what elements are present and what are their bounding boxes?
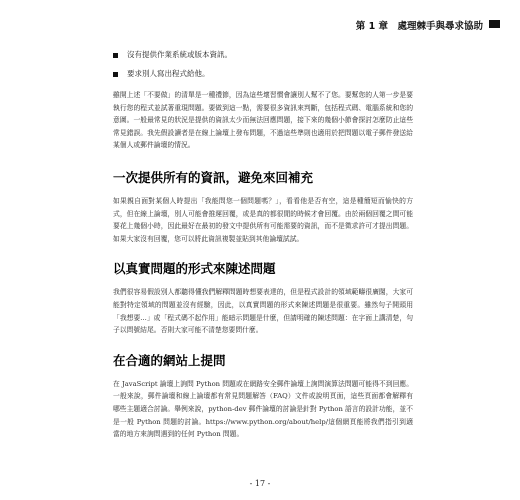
section-heading: 以真實問題的形式來陳述問題 [113,261,276,277]
bullet-text: 沒有提供作業系統或版本資訊。 [127,50,232,59]
section-heading: 在合適的網站上提問 [113,352,226,368]
bullet-text: 要求別人寫出程式給他。 [127,69,210,78]
chapter-title: 第 1 章 處理棘手與尋求協助 [355,21,483,32]
section-heading: 一次提供所有的資訊，避免來回補充 [113,169,314,185]
section-paragraph: 如果親自面對某個人時提出「我能問您一個問題嗎？」，看看他是否有空，這是種簡短而愉快的方式，但在線上論壇，別人可能會推遲回覆，或是真的都很閒的時候才會回覆。由於兩個回覆之間可能要花上幾個小時，因此最好在最初的發文中提供所有可能需要的資訊，而不是徵求許可才提出問題。如果大家沒有回覆，您可以將此資訊複製並貼到其他論壇試試。 [113,196,413,243]
bullet-square-icon [113,72,118,77]
bullet-list [113,48,413,81]
list-item [113,48,413,62]
page-number: - 17 - [249,479,271,488]
running-header [356,18,500,32]
section-paragraph: 在 JavaScript 論壇上詢問 Python 問題或在網路安全郵件論壇上詢問演算法問題可能得不到回應。一般來說，郵件論壇和線上論壇都有常見問題解答（FAQ）文件或說明頁面，這些頁面都會解釋有哪些主題適合討論。舉例來說，python-dev 郵件論壇的討論是針對 Python 語言的設計功能，並不是一般 Python 問題的討論。https://www.python.org/about/help/這個網頁能將我們指引到適當的地方來詢問遇到的任何 Python 問題。 [113,379,413,439]
intro-paragraph: 雖開上述「不要做」的清單是一種禮節，因為這些壞習慣會讓別人幫不了您。要幫您的人第一步是要執行您的程式並試著重現問題。要做到這一點，需要很多資訊來判斷，包括程式碼、電腦系統和您的意圖。一般最常見的狀況是提供的資訊太少而無法回應問題，接下來的幾個小節會探討怎麼防止這些常見錯誤。我先假設讀者是在線上論壇上發布問題，不過這些準則也適用於把問題以電子郵件發送給某個人或郵件論壇的情況。 [113,91,413,150]
section-paragraph: 我們很容易假設別人都聽得懂我們解釋問題時想要表達的，但是程式設計的領域範疇很廣闊，大家可能對特定領域的問題並沒有經驗，因此，以真實問題的形式來陳述問題是很重要。雖然句子開頭用「我想要...」或「程式碼不起作用」能暗示問題是什麼，但請明確的陳述問題：在字面上講清楚，句子以問號結尾。否則大家可能不清楚您要問什麼。 [113,288,413,335]
page-content [113,48,413,441]
list-item [113,67,413,81]
book-icon [489,20,500,31]
bullet-square-icon [113,53,118,58]
